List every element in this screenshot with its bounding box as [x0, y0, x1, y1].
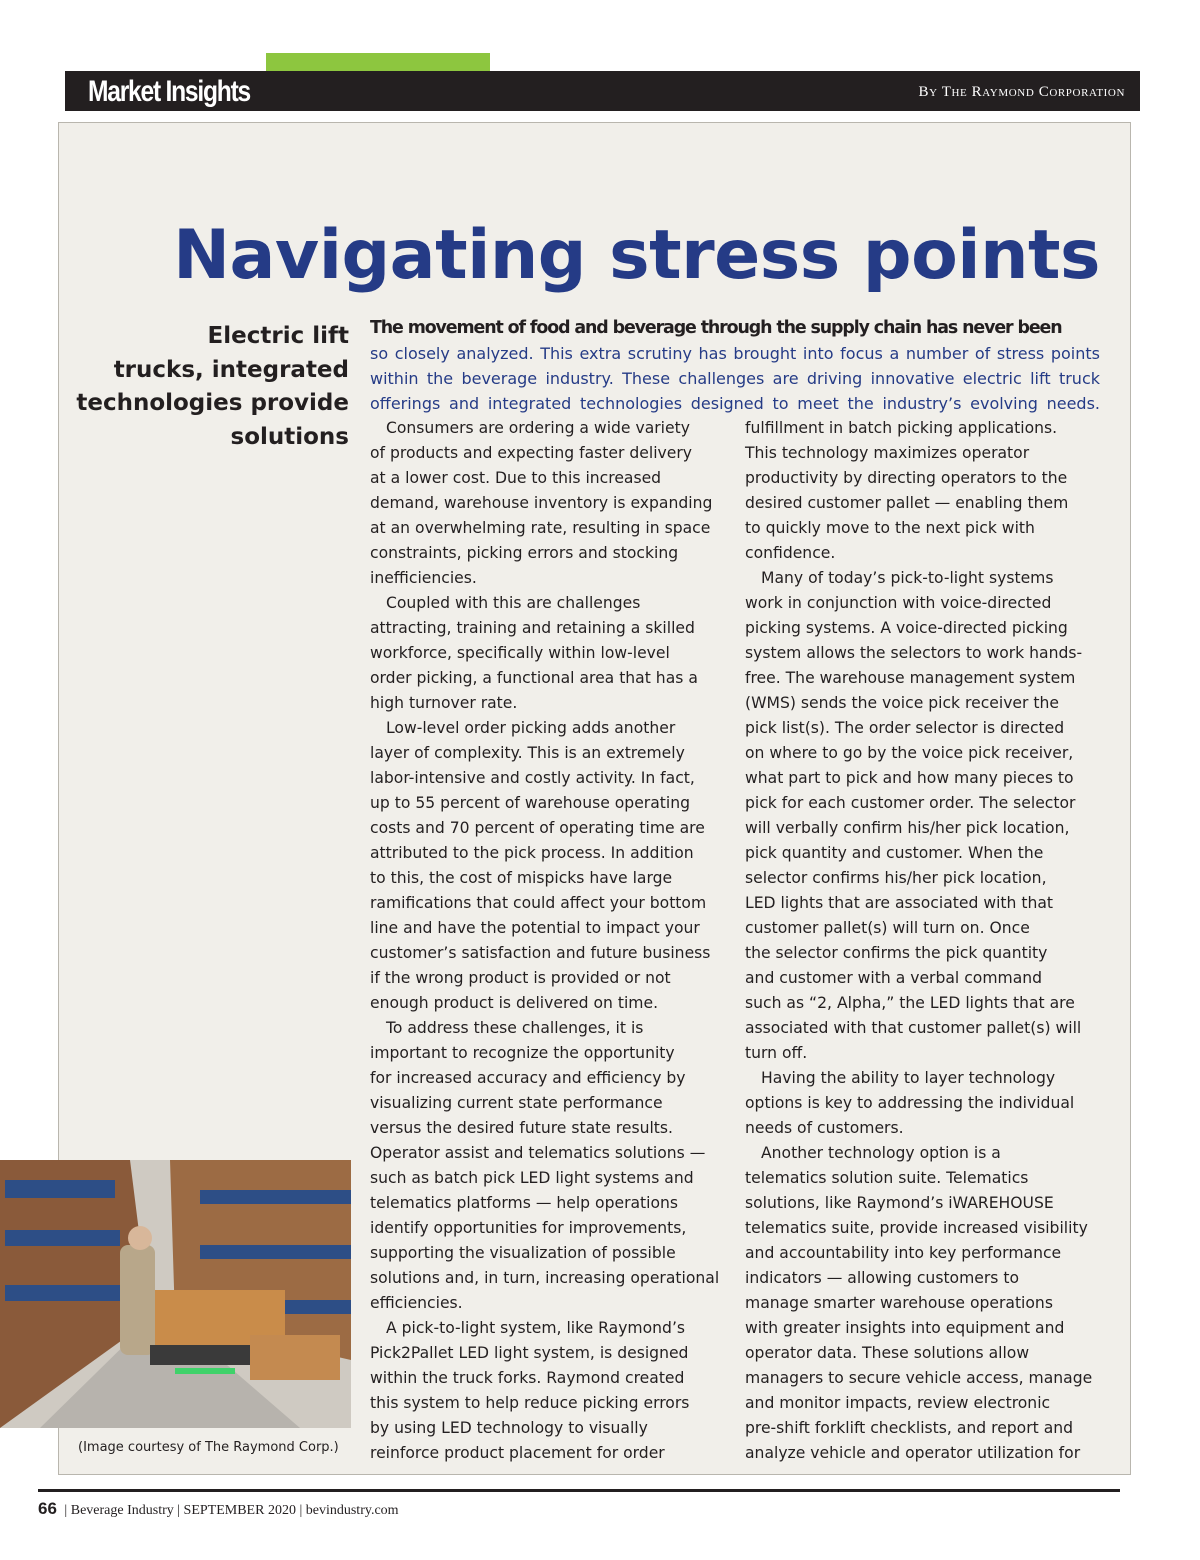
body-text-line: (WMS) sends the voice pick receiver the	[745, 694, 1059, 712]
body-text-line: with greater insights into equipment and	[745, 1319, 1065, 1337]
body-text-line: telematics suite, provide increased visibility	[745, 1219, 1088, 1237]
body-text-line: pick quantity and customer. When the	[745, 844, 1044, 862]
body-text-line: and monitor impacts, review electronic	[745, 1394, 1051, 1412]
subhead-line: Electric lift	[207, 323, 349, 349]
page-footer	[38, 1498, 399, 1522]
body-text-line: managers to secure vehicle access, manage	[745, 1369, 1093, 1387]
body-text-line: telematics platforms — help operations	[370, 1194, 679, 1212]
page-number: 66	[38, 1499, 57, 1518]
intro-line: offerings and integrated technologies designed to meet the industry’s evolving needs.	[370, 394, 1100, 413]
body-text-line: pre-shift forklift checklists, and report and	[745, 1419, 1074, 1437]
body-text-line: for increased accuracy and efficiency by	[370, 1069, 686, 1087]
article-intro	[370, 316, 1100, 416]
body-text-line: to this, the cost of mispicks have large	[370, 869, 673, 887]
body-text-line: on where to go by the voice pick receiver,	[745, 744, 1074, 762]
body-text-line: LED lights that are associated with that	[745, 894, 1054, 912]
body-text-line: picking systems. A voice-directed picking	[745, 619, 1068, 637]
body-text-line: inefficiencies.	[370, 569, 477, 587]
body-column-1	[370, 416, 730, 1466]
body-text-line: indicators — allowing customers to	[745, 1269, 1020, 1287]
body-text-line: of products and expecting faster delivery	[370, 444, 693, 462]
subhead-line: trucks, integrated	[113, 356, 349, 383]
body-text-line: confidence.	[745, 544, 836, 562]
body-text-line: demand, warehouse inventory is expanding	[370, 494, 713, 512]
body-text-line: attracting, training and retaining a skilled	[370, 619, 695, 637]
body-text-line: by using LED technology to visually	[370, 1419, 648, 1437]
body-text-line: layer of complexity. This is an extremely	[370, 744, 685, 762]
subhead-line: technologies provide	[76, 390, 349, 416]
body-text-line: efficiencies.	[370, 1294, 463, 1312]
body-text-line: what part to pick and how many pieces to	[745, 769, 1074, 787]
footer-rule	[38, 1489, 1120, 1492]
body-text-line: fulfillment in batch picking applications.	[745, 419, 1058, 437]
body-text-line: To address these challenges, it is	[386, 1019, 644, 1037]
body-text-line: system allows the selectors to work hands-	[745, 644, 1083, 662]
subhead-line: solutions	[230, 423, 349, 450]
body-text-line: Low-level order picking adds another	[386, 719, 676, 737]
body-text-line: analyze vehicle and operator utilization for	[745, 1444, 1081, 1462]
body-text-line: Having the ability to layer technology	[761, 1069, 1056, 1087]
section-label: Market Insights	[88, 75, 251, 108]
body-text-line: Another technology option is a	[761, 1144, 1001, 1162]
body-text-line: important to recognize the opportunity	[370, 1044, 675, 1062]
body-text-line: to quickly move to the next pick with	[745, 519, 1035, 537]
body-text-line: such as batch pick LED light systems and	[370, 1169, 694, 1187]
body-text-line: identify opportunities for improvements,	[370, 1219, 687, 1237]
body-text-line: supporting the visualization of possible	[370, 1244, 676, 1262]
body-text-line: enough product is delivered on time.	[370, 994, 659, 1012]
body-text-line: solutions, like Raymond’s iWAREHOUSE	[745, 1194, 1054, 1212]
body-text-line: order picking, a functional area that has a	[370, 669, 698, 687]
body-text-line: customer pallet(s) will turn on. Once	[745, 919, 1030, 937]
intro-lead: The movement of food and beverage through the supply chain has never been	[370, 318, 1062, 338]
body-column-2	[745, 416, 1105, 1466]
intro-line: within the beverage industry. These challenges are driving innovative electric lift truck	[370, 369, 1100, 388]
body-text-line: customer’s satisfaction and future business	[370, 944, 711, 962]
body-text-line: within the truck forks. Raymond created	[370, 1369, 685, 1387]
body-text-line: versus the desired future state results.	[370, 1119, 673, 1137]
body-text-line: if the wrong product is provided or not	[370, 969, 671, 987]
body-text-line: Coupled with this are challenges	[386, 594, 641, 612]
body-text-line: options is key to addressing the individual	[745, 1094, 1075, 1112]
body-text-line: at a lower cost. Due to this increased	[370, 469, 662, 487]
body-text-line: Consumers are ordering a wide variety	[386, 419, 690, 437]
body-text-line: pick for each customer order. The selector	[745, 794, 1076, 812]
body-text-line: high turnover rate.	[370, 694, 518, 712]
body-text-line: This technology maximizes operator	[745, 444, 1030, 462]
body-text-line: constraints, picking errors and stocking	[370, 544, 679, 562]
body-text-line: and customer with a verbal command	[745, 969, 1043, 987]
body-text-line: associated with that customer pallet(s) will	[745, 1019, 1082, 1037]
body-text-line: this system to help reduce picking errors	[370, 1394, 690, 1412]
body-text-line: visualizing current state performance	[370, 1094, 663, 1112]
body-text-line: at an overwhelming rate, resulting in space	[370, 519, 711, 537]
body-text-line: and accountability into key performance	[745, 1244, 1062, 1262]
body-text-line: needs of customers.	[745, 1119, 904, 1137]
body-text-line: Many of today’s pick-to-light systems	[761, 569, 1054, 587]
body-text-line: reinforce product placement for order	[370, 1444, 665, 1462]
body-text-line: solutions and, in turn, increasing operational	[370, 1269, 720, 1287]
warehouse-photo-illustration	[0, 1160, 351, 1428]
body-text-line: selector confirms his/her pick location,	[745, 869, 1047, 887]
body-text-line: work in conjunction with voice-directed	[745, 594, 1052, 612]
body-text-line: line and have the potential to impact your	[370, 919, 700, 937]
body-text-line: attributed to the pick process. In addition	[370, 844, 694, 862]
intro-line: so closely analyzed. This extra scrutiny has brought into focus a number of stress points	[370, 344, 1100, 363]
body-text-line: workforce, specifically within low-level	[370, 644, 670, 662]
body-text-line: labor-intensive and costly activity. In fact,	[370, 769, 695, 787]
article-subhead	[60, 320, 349, 454]
body-text-line: Pick2Pallet LED light system, is designed	[370, 1344, 689, 1362]
body-text-line: pick list(s). The order selector is directed	[745, 719, 1065, 737]
body-text-line: A pick-to-light system, like Raymond’s	[386, 1319, 686, 1337]
body-text-line: such as “2, Alpha,” the LED lights that are	[745, 994, 1075, 1012]
body-text-line: ramifications that could affect your bottom	[370, 894, 707, 912]
warehouse-photo	[0, 1160, 351, 1428]
body-text-line: the selector confirms the pick quantity	[745, 944, 1048, 962]
body-text-line: desired customer pallet — enabling them	[745, 494, 1069, 512]
body-text-line: productivity by directing operators to the	[745, 469, 1068, 487]
body-text-line: costs and 70 percent of operating time are	[370, 819, 705, 837]
body-text-line: turn off.	[745, 1044, 808, 1062]
article-headline: Navigating stress points	[173, 216, 1100, 295]
body-text-line: will verbally confirm his/her pick location,	[745, 819, 1070, 837]
byline: By The Raymond Corporation	[918, 84, 1125, 100]
body-text-line: operator data. These solutions allow	[745, 1344, 1030, 1362]
body-text-line: free. The warehouse management system	[745, 669, 1076, 687]
photo-caption: (Image courtesy of The Raymond Corp.)	[78, 1440, 339, 1455]
body-text-line: Operator assist and telematics solutions —	[370, 1144, 706, 1162]
footer-text: | Beverage Industry | SEPTEMBER 2020 | bevindustry.com	[64, 1503, 399, 1518]
body-text-line: manage smarter warehouse operations	[745, 1294, 1053, 1312]
body-text-line: up to 55 percent of warehouse operating	[370, 794, 690, 812]
body-text-line: telematics solution suite. Telematics	[745, 1169, 1029, 1187]
